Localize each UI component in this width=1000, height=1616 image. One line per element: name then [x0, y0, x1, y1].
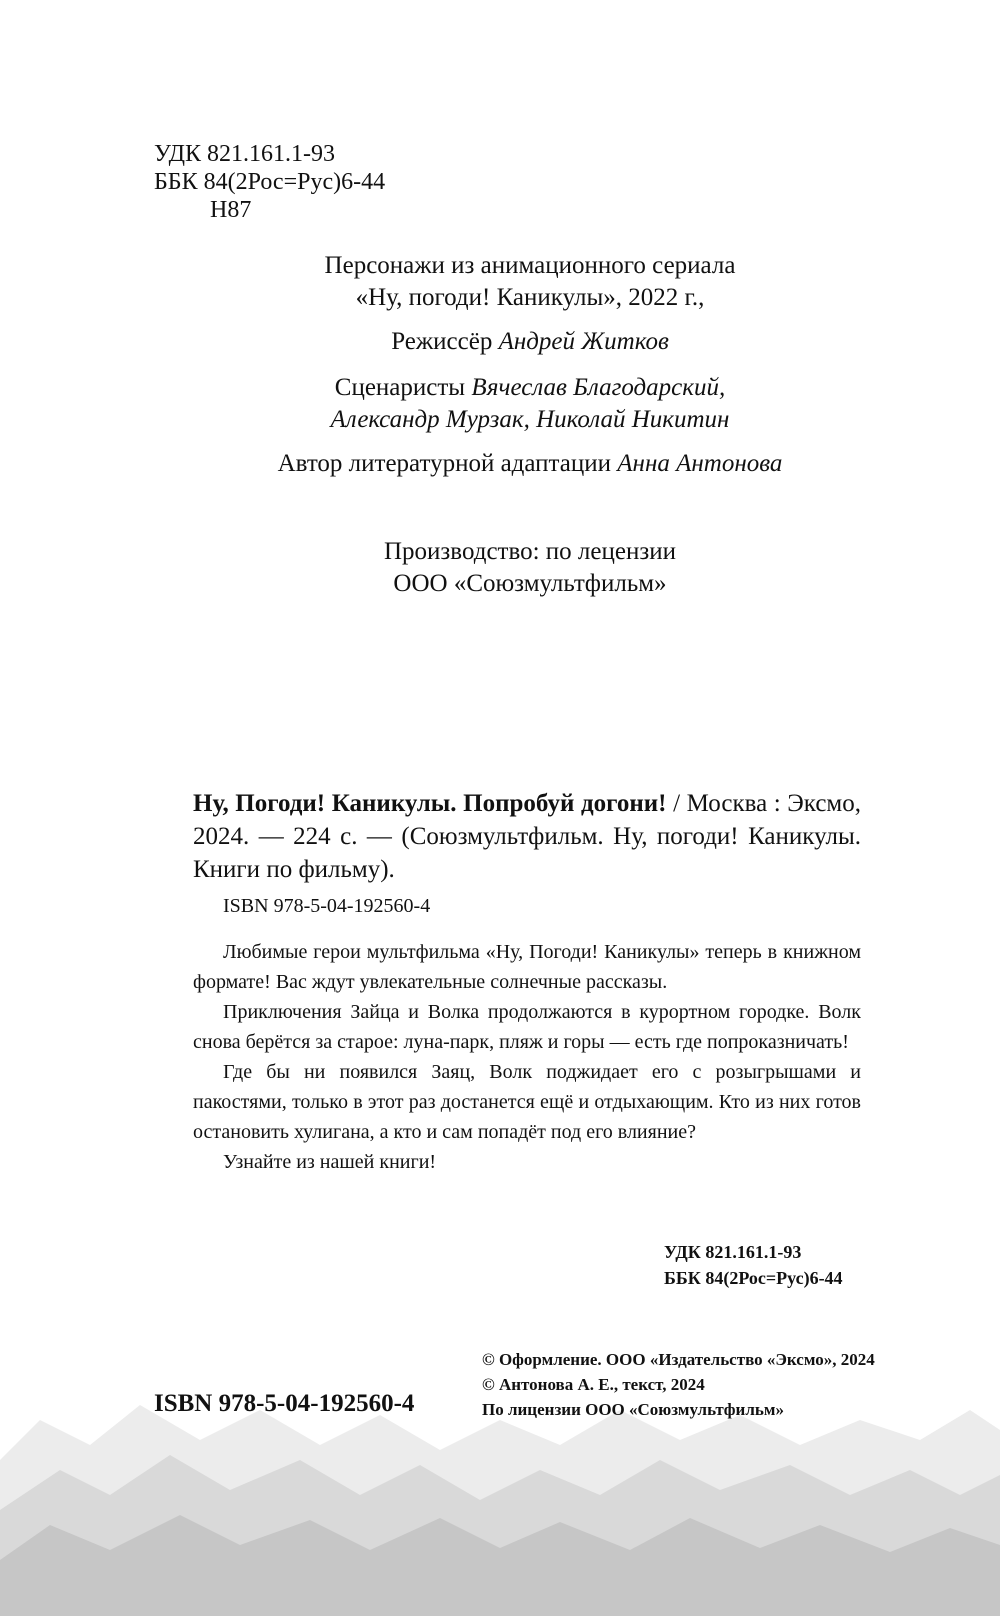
annotation-paragraph-1: Любимые герои мультфильма «Ну, Погоди! Каникулы» теперь в книжном формате! Вас ждут увлекательные солнечные рассказы. — [193, 941, 861, 993]
copyright-design: © Оформление. ООО «Издательство «Эксмо», 2024 — [482, 1350, 875, 1369]
book-title: Ну, Погоди! Каникулы. Попробуй догони! — [193, 790, 667, 817]
bibliographic-record — [193, 787, 861, 886]
author-mark: Н87 — [210, 197, 252, 223]
director-name: Андрей Житков — [498, 328, 669, 355]
series-credit — [150, 250, 910, 314]
writers-credit — [150, 372, 910, 436]
mountain-decoration — [0, 1400, 1000, 1616]
copyright-text: © Антонова А. Е., текст, 2024 — [482, 1375, 705, 1394]
annotation — [193, 937, 861, 1177]
series-line-2: «Ну, погоди! Каникулы», 2022 г., — [355, 284, 705, 311]
copyright-block — [482, 1347, 875, 1422]
production-line-1: Производство: по лецензии — [384, 538, 676, 565]
isbn-record: ISBN 978-5-04-192560-4 — [223, 895, 431, 917]
writers-names-2: Александр Мурзак, Николай Никитин — [330, 406, 730, 433]
classification-codes — [154, 140, 385, 224]
production-line-2: ООО «Союзмультфильм» — [393, 570, 667, 597]
adaptation-credit — [150, 448, 910, 480]
isbn-large: ISBN 978-5-04-192560-4 — [154, 1390, 415, 1417]
annotation-paragraph-2: Приключения Зайца и Волка продолжаются в курортном городке. Волк снова берётся за старое: луна-парк, пляж и горы — есть где попроказничать! — [193, 1001, 861, 1053]
adaptation-name: Анна Антонова — [617, 450, 783, 477]
license-notice: По лицензии ООО «Союзмультфильм» — [482, 1400, 784, 1419]
director-credit — [150, 326, 910, 358]
annotation-paragraph-4: Узнайте из нашей книги! — [223, 1151, 437, 1173]
annotation-paragraph-3: Где бы ни появился Заяц, Волк поджидает его с розыгрышами и пакостями, только в этот раз достанется ещё и отдыхающим. Кто из них готов остановить хулигана, а кто и сам попадёт под его влияние? — [193, 1061, 861, 1143]
footer-classification-codes — [664, 1239, 843, 1291]
writers-label: Сценаристы — [334, 374, 466, 401]
series-line-1: Персонажи из анимационного сериала — [324, 252, 736, 279]
writers-names-1: Вячеслав Благодарский, — [471, 374, 726, 401]
udk-code: УДК 821.161.1-93 — [154, 141, 335, 167]
bibliographic-details: / Москва : Эксмо, 2024. — 224 с. — (Союзмультфильм. Ну, погоди! Каникулы. Книги по фильму). — [193, 790, 861, 883]
footer-udk-code: УДК 821.161.1-93 — [664, 1242, 802, 1262]
footer-bbk-code: ББК 84(2Рос=Рус)6-44 — [664, 1268, 843, 1288]
production-credit — [150, 536, 910, 600]
adaptation-label: Автор литературной адаптации — [277, 450, 612, 477]
bbk-code: ББК 84(2Рос=Рус)6-44 — [154, 169, 386, 195]
director-label: Режиссёр — [391, 328, 493, 355]
